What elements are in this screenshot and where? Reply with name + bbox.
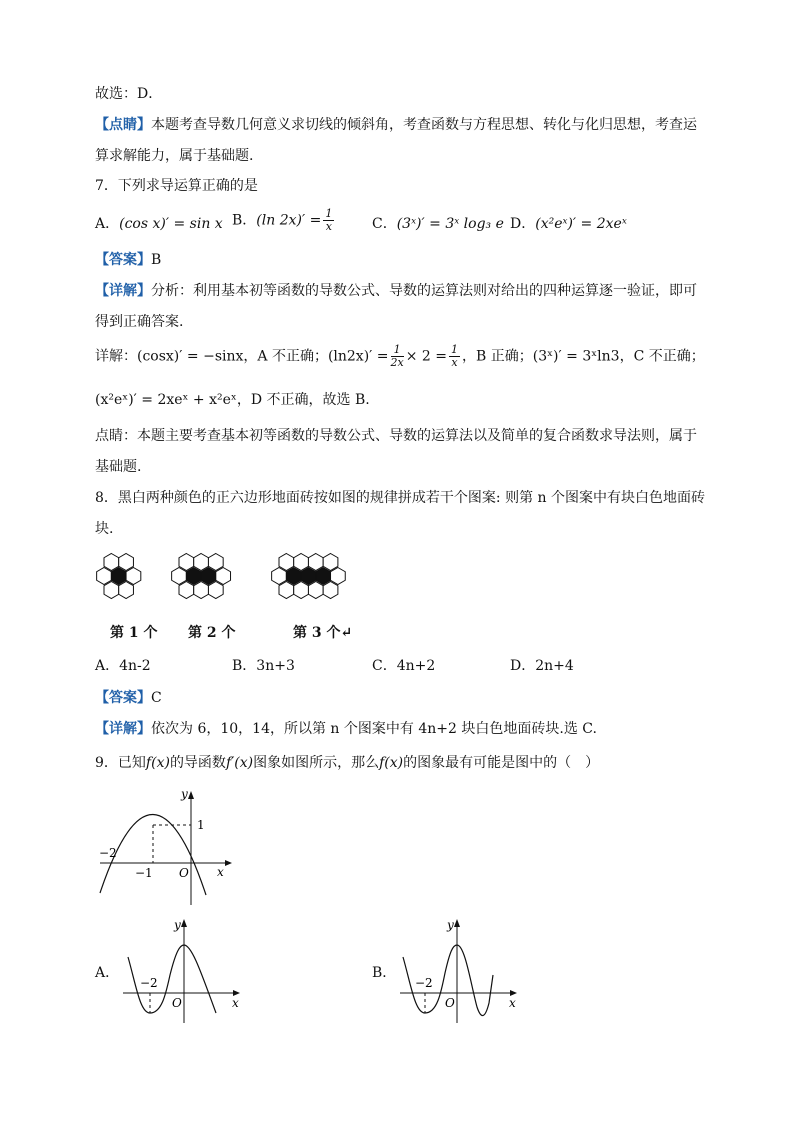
q8-detail-text: 依次为 6，10，14，所以第 n 个图案中有 4n+2 块白色地面砖块.选 C. bbox=[151, 721, 597, 737]
q8-caption-3: 第 3 个↵ bbox=[293, 625, 353, 641]
white-hex-tile bbox=[126, 568, 141, 585]
white-hex-tile bbox=[294, 582, 309, 599]
q7-option-b-numerator: 1 bbox=[325, 207, 333, 220]
x-axis-arrow-icon bbox=[225, 860, 232, 866]
q7-option-a-label: A． bbox=[95, 216, 120, 232]
q7-work-fraction-1 bbox=[391, 344, 404, 369]
white-hex-tile bbox=[216, 568, 231, 585]
option-b-origin-label: O bbox=[445, 996, 455, 1010]
q8-answer-tag: 【答案】 bbox=[95, 690, 151, 706]
white-hex-tile bbox=[179, 582, 194, 599]
q7-option-d-formula: (x²eˣ)′ = 2xeˣ bbox=[535, 216, 627, 232]
black-hex-tile bbox=[286, 568, 301, 585]
q7-option-b-fraction bbox=[323, 208, 334, 233]
option-a-x-label: x bbox=[232, 996, 239, 1010]
q8-option-a: A．4n-2 bbox=[95, 658, 151, 674]
q7-answer-tag: 【答案】 bbox=[95, 252, 151, 268]
q7-option-b-formula: (ln 2x)′ = bbox=[256, 212, 322, 229]
q7-work-fraction-2 bbox=[449, 344, 460, 369]
derivative-graph-y-label: y bbox=[181, 787, 188, 801]
black-hex-tile bbox=[201, 568, 216, 585]
white-hex-tile bbox=[279, 554, 294, 571]
q9-option-a-graph bbox=[118, 915, 250, 1025]
q7-stem: 7．下列求导运算正确的是 bbox=[95, 178, 258, 194]
option-a-neg2-label: −2 bbox=[140, 976, 158, 990]
q7-answer-value: B bbox=[151, 252, 162, 268]
white-hex-tile bbox=[119, 582, 134, 599]
q7-detail-text-1: 分析：利用基本初等函数的导数公式、导数的运算法则对给出的四种运算逐一验证，即可 bbox=[151, 283, 697, 299]
q7-remark-line-2: 基础题. bbox=[95, 459, 142, 475]
white-hex-tile bbox=[194, 554, 209, 571]
q9-option-b-graph bbox=[395, 915, 527, 1025]
white-hex-tile bbox=[208, 582, 223, 599]
derivative-graph-neg2-label: −2 bbox=[99, 846, 117, 860]
y-axis-arrow-icon bbox=[181, 919, 187, 927]
q7-option-c-label: C． bbox=[372, 216, 397, 232]
q7-remark-line-1: 点睛：本题主要考查基本初等函数的导数公式、导数的运算法以及简单的复合函数求导法则，属于 bbox=[95, 428, 697, 444]
q9-stem-pre: 9．已知 bbox=[95, 755, 146, 771]
option-a-origin-label: O bbox=[172, 996, 182, 1010]
q8-answer bbox=[95, 688, 162, 708]
white-hex-tile bbox=[323, 582, 338, 599]
q7-work-fraction-2-num: 1 bbox=[451, 343, 459, 356]
q7-option-b bbox=[232, 208, 336, 233]
q7-option-a bbox=[95, 214, 223, 234]
black-hex-tile bbox=[186, 568, 201, 585]
q7-work-fraction-1-num: 1 bbox=[391, 344, 404, 357]
q8-option-c: C．4n+2 bbox=[372, 658, 436, 674]
q7-option-c-formula: (3ˣ)′ = 3ˣ log₃ e bbox=[396, 216, 504, 232]
q7-option-a-formula: (cos x)′ = sin x bbox=[119, 216, 223, 232]
q9-stem-f3: f(x) bbox=[379, 755, 404, 771]
y-axis-arrow-icon bbox=[454, 919, 460, 927]
q7-work-part-b: × 2 = bbox=[405, 348, 448, 365]
q7-work-line-2: (x²eˣ)′ = 2xeˣ + x²eˣ，D 不正确，故选 B. bbox=[95, 392, 370, 408]
white-hex-tile bbox=[279, 582, 294, 599]
black-hex-tile bbox=[111, 568, 126, 585]
q7-work-fraction-2-den: x bbox=[451, 356, 458, 369]
q7-option-c bbox=[372, 214, 504, 234]
q7-work-fraction-1-den: 2x bbox=[390, 356, 404, 369]
white-hex-tile bbox=[331, 568, 346, 585]
q8-caption-2: 第 2 个 bbox=[188, 625, 236, 641]
q9-stem-f1: f(x) bbox=[145, 755, 170, 771]
q9-option-a-label: A． bbox=[95, 965, 120, 981]
q8-stem-line-2: 块. bbox=[95, 521, 114, 537]
option-a-y-label: y bbox=[174, 918, 181, 932]
note-tag: 【点睛】 bbox=[95, 117, 151, 133]
option-b-neg2-label: −2 bbox=[415, 976, 433, 990]
white-hex-tile bbox=[104, 582, 119, 599]
note-line-2: 算求解能力，属于基础题. bbox=[95, 148, 254, 164]
q7-detail-tag: 【详解】 bbox=[95, 283, 151, 299]
q7-option-d bbox=[510, 214, 627, 234]
option-b-x-label: x bbox=[509, 996, 516, 1010]
white-hex-tile bbox=[172, 568, 187, 585]
derivative-graph bbox=[95, 785, 240, 910]
white-hex-tile bbox=[119, 554, 134, 571]
derivative-graph-neg1-label: −1 bbox=[135, 866, 153, 880]
q8-option-d: D．2n+4 bbox=[510, 658, 574, 674]
white-hex-tile bbox=[194, 582, 209, 599]
q7-option-d-label: D． bbox=[510, 216, 536, 232]
white-hex-tile bbox=[294, 554, 309, 571]
q9-option-b-label: B． bbox=[372, 965, 397, 981]
q9-stem-mid1: 的导函数 bbox=[169, 755, 226, 771]
q9-stem bbox=[95, 753, 599, 773]
note-line-1 bbox=[95, 115, 697, 135]
black-hex-tile bbox=[316, 568, 331, 585]
q8-caption-1: 第 1 个 bbox=[110, 625, 158, 641]
q7-option-b-label: B． bbox=[232, 212, 257, 229]
white-hex-tile bbox=[179, 554, 194, 571]
white-hex-tile bbox=[323, 554, 338, 571]
q8-detail bbox=[95, 719, 597, 739]
note-text-1: 本题考查导数几何意义求切线的倾斜角，考查函数与方程思想、转化与化归思想，考查运 bbox=[151, 117, 697, 133]
answer-choice-line: 故选：D． bbox=[95, 86, 163, 102]
white-hex-tile bbox=[308, 582, 323, 599]
q8-stem-line-1: 8．黑白两种颜色的正六边形地面砖按如图的规律拼成若干个图案: 则第 n 个图案中有块白色地面砖 bbox=[95, 490, 705, 506]
q8-option-b: B．3n+3 bbox=[232, 658, 295, 674]
option-b-y-label: y bbox=[447, 918, 454, 932]
q7-work-part-a: 详解：(cosx)′ = −sinx，A 不正确；(ln2x)′ = bbox=[95, 348, 389, 365]
derivative-graph-origin-label: O bbox=[179, 866, 189, 880]
white-hex-tile bbox=[208, 554, 223, 571]
q8-answer-value: C bbox=[151, 690, 162, 706]
q7-answer bbox=[95, 250, 161, 270]
q7-work-part-c: ，B 正确；(3ˣ)′ = 3ˣln3，C 不正确； bbox=[462, 348, 705, 365]
q9-stem-f2: f′(x) bbox=[225, 755, 254, 771]
q7-option-b-denominator: x bbox=[325, 220, 332, 233]
derivative-graph-x-label: x bbox=[217, 865, 224, 879]
hexagon-tile-figures bbox=[95, 548, 385, 608]
y-axis-arrow-icon bbox=[188, 791, 194, 799]
q7-detail-line-2: 得到正确答案. bbox=[95, 314, 184, 330]
q8-detail-tag: 【详解】 bbox=[95, 721, 151, 737]
white-hex-tile bbox=[97, 568, 112, 585]
derivative-graph-one-label: 1 bbox=[197, 818, 205, 832]
q7-detail-line-1 bbox=[95, 281, 697, 301]
q9-stem-mid2: 图象如图所示，那么 bbox=[253, 755, 380, 771]
white-hex-tile bbox=[272, 568, 287, 585]
q9-stem-post: 的图象最有可能是图中的（ ） bbox=[403, 755, 600, 771]
white-hex-tile bbox=[104, 554, 119, 571]
black-hex-tile bbox=[301, 568, 316, 585]
white-hex-tile bbox=[308, 554, 323, 571]
q7-work-line-1 bbox=[95, 344, 705, 369]
